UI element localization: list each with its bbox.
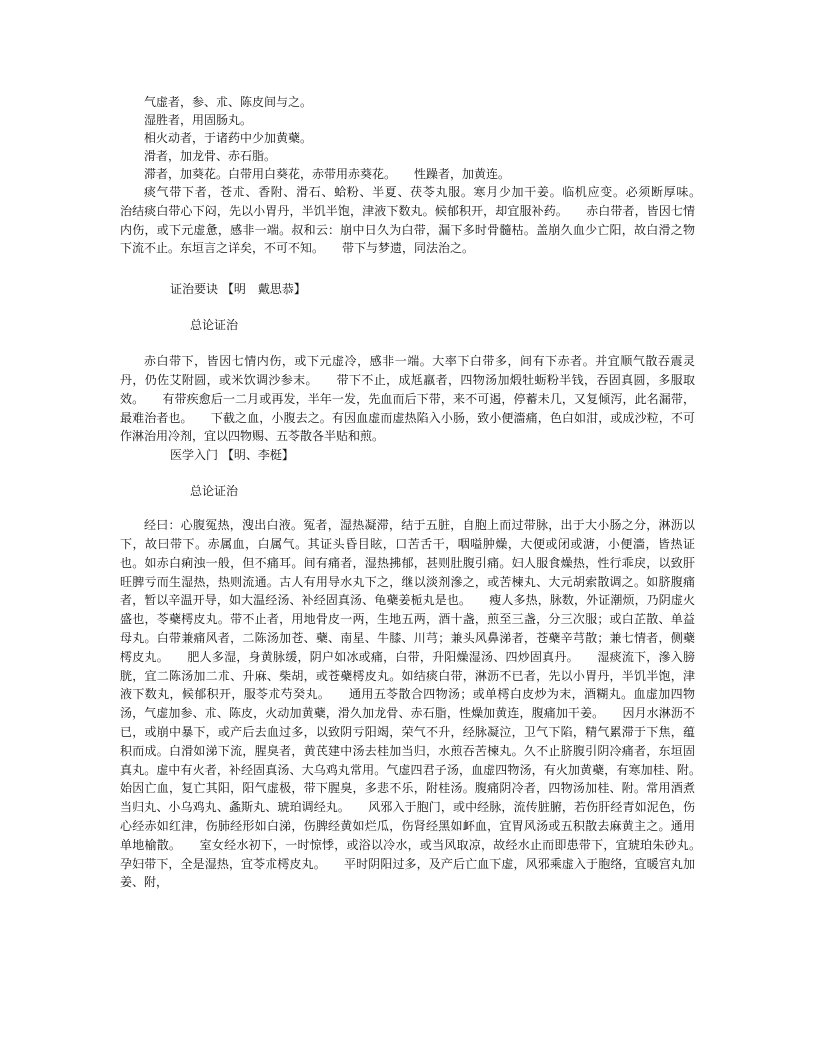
paragraph: 经曰：心腹冤热，溲出白液。冤者，湿热凝滞，结于五脏，自胞上而过带脉，出于大小肠之分，淋沥以下，故曰带下。赤属血，白属气。其证头昏目眩，口苦舌干，咽嗌肿燥，大便或闭或溏，小便濇，皆热证也。如赤白痢浊一般，但不痛耳。间有痛者，湿热拂郁，甚则肚腹引痛。妇人服食燥热，性行乖戾，以致肝旺脾亏而生湿热，热则流通。古人有用导水丸下之，继以淡剂滲之，或苦楝丸、大元胡索散调之。如脐腹痛者，暂以辛温开导，如大温经汤、补经固真汤、龟蘗姜栀丸是也。 瘦人多热，脉数，外证潮烦，乃阴虚火盛也，苓蘗樗皮丸。带不止者，用地骨皮一两，生地五两，酒十盏，煎至三盏，分三次服；或白芷散、单益母丸。白带兼痛风者，二陈汤加苍、蘗、南星、牛膝、川芎；兼头风鼻涕者，苍蘗辛芎散；兼七情者，侧蘗樗皮丸。 肥人多湿，身黄脉缓，阴户如冰或痛，白带，升阳燥湿汤、四炒固真丹。 湿痰流下，滲入膀胱，宜二陈汤加二朮、升麻、柴胡，或苍蘗樗皮丸。如结痰白带，淋沥不已者，先以小胃丹，半饥半饱，津液下数丸，候郁积开，服苓朮芍癸丸。 通用五苓散合四物汤；或单樗白皮炒为末，酒糊丸。血虚加四物汤，气虚加参、朮、陈皮，火动加黄蘗，滑久加龙骨、赤石脂，性燥加黄连，腹痛加干姜。 因月水淋沥不已，或崩中暴下，或产后去血过多，以致阴亏阳竭，荣气不升，经脉凝泣，卫气下陷，精气累滞于下焦，蕴积而成。白滑如涕下流，腥臭者，黄芪建中汤去桂加当归，水煎吞苦楝丸。久不止脐腹引阴冷痛者，东垣固真丸。虚中有火者，补经固真汤、大乌鸡丸常用。气虚四君子汤，血虚四物汤，有火加黄蘗，有寒加桂、附。 始因亡血，复亡其阳，阳气虚极，带下腥臭，多悲不乐，附桂汤。腹痛阴冷者，四物汤加桂、附。常用酒煮当归丸、小乌鸡丸、螽斯丸、琥珀调经丸。 风邪入于胞门，或中经脉，流传脏腑，若伤肝经青如泥色，伤心经赤如红津，伤肺经形如白涕，伤脾经黄如烂瓜，伤肾经黑如衃血，宜胃风汤或五积散去麻黄主之。通用单地榆散。 室女经水初下，一时惊悸，或浴以冷水，或当风取凉，故经水止而即患带下，宜琥珀朱砂丸。 孕妇带下，全是湿热，宜苓朮樗皮丸。 平时阴阳过多，及产后亡血下虚，风邪乘虚入于胞络，宜暖宫丸加姜、附， [120,518,720,890]
text-line: 滑者，加龙骨、赤石脂。 [144,149,277,163]
text-line: 相火动者，于诸药中少加黄蘗。 [144,131,313,145]
document-page [120,93,720,892]
text-line: 滞者，加葵花。白带用白葵花，赤带用赤葵花。 性躁者，加黄连。 [144,167,511,181]
paragraph: 赤白带下，皆因七情内伤，或下元虚冷，感非一端。大率下白带多，间有下赤者。并宜顺气散吞震灵丹，仍佐艾附圆，或米饮调沙参末。 带下不止，成尪羸者，四物汤加煅牡蛎粉半钱，吞固真圆，多服取效。 有带疾愈后一二月或再发，半年一发，先血而后下带，来不可遏，停蓄未几，又复倾泻，此名漏带，最难治者也。 下截之血，小腹去之。有因血虚而虚热陷入小肠，致小便濇痛，色白如泔，或成沙粒，不可作淋治用冷剂，宜以四物赐、五苓散各半贴和煎。 [120,354,695,444]
paragraph: 痰气带下者，苍朮、香附、滑石、蛤粉、半夏、茯苓丸服。寒月少加干姜。临机应变。必须断厚味。 治结痰白带心下闷，先以小胃丹，半饥半饱，津液下数丸。候郁积开，却宜服补药。 赤白带者，皆因七情内伤，或下元虚惫，感非一端。叔和云：崩中日久为白带，漏下多时骨髓枯。盖崩久血少亡阳，故白滑之物下流不止。东垣言之详矣，不可不知。 带下与梦遗，同法治之。 [120,185,720,256]
section-title: 证治要诀 【明 戴思恭】 [170,282,306,297]
text-line: 气虚者，参、朮、陈皮间与之。 [144,95,313,109]
section-subtitle: 总论证治 [190,484,239,499]
section-subtitle: 总论证治 [190,318,239,333]
section-title: 医学入门 【明、李梃】 [170,448,294,463]
text-line: 湿胜者，用固肠丸。 [144,113,253,127]
